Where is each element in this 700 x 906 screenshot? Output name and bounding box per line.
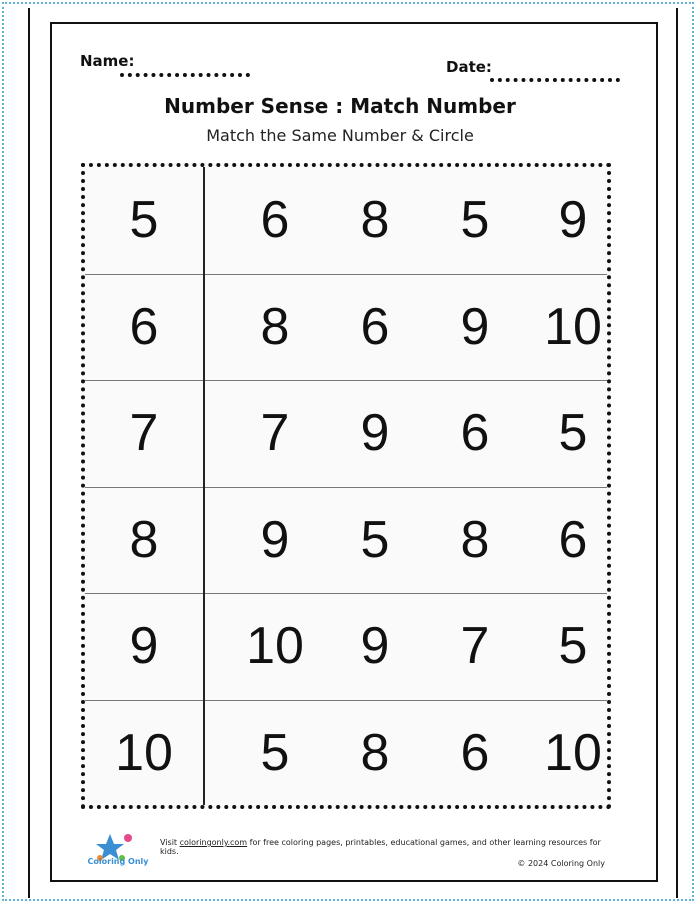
option-number[interactable]: 10	[544, 297, 602, 356]
option-number[interactable]: 6	[558, 510, 588, 569]
option-number[interactable]: 10	[544, 723, 602, 782]
footer-copyright: © 2024 Coloring Only	[517, 859, 605, 868]
footer-line-visit	[160, 838, 605, 856]
option-number[interactable]: 8	[360, 723, 390, 782]
grid-row	[85, 380, 607, 488]
footer-visit-prefix: Visit	[160, 838, 180, 847]
grid-row	[85, 593, 607, 701]
option-number[interactable]: 6	[460, 404, 490, 463]
option-number[interactable]: 9	[558, 191, 588, 250]
option-number[interactable]: 7	[460, 617, 490, 676]
footer	[160, 838, 605, 868]
target-number: 5	[129, 191, 159, 250]
grid-row	[85, 167, 607, 275]
option-number[interactable]: 8	[260, 297, 290, 356]
option-number[interactable]: 10	[246, 617, 304, 676]
grid-rows	[85, 167, 607, 805]
option-number[interactable]: 6	[260, 191, 290, 250]
option-number[interactable]: 5	[360, 510, 390, 569]
option-number[interactable]: 5	[558, 404, 588, 463]
name-field[interactable]	[120, 73, 250, 77]
grid-row	[85, 487, 607, 595]
target-number: 10	[115, 723, 173, 782]
worksheet-subtitle: Match the Same Number & Circle	[206, 126, 474, 145]
date-label: Date:	[446, 58, 492, 76]
option-number[interactable]: 9	[260, 510, 290, 569]
name-label: Name:	[80, 52, 135, 70]
option-number[interactable]: 8	[460, 510, 490, 569]
option-number[interactable]: 6	[360, 297, 390, 356]
option-number[interactable]: 9	[360, 617, 390, 676]
option-number[interactable]: 8	[360, 191, 390, 250]
target-number: 8	[129, 510, 159, 569]
target-number: 6	[129, 297, 159, 356]
option-number[interactable]: 9	[360, 404, 390, 463]
grid-row	[85, 700, 607, 807]
footer-visit-suffix: for free coloring pages, printables, educational games, and other learning resources for kids.	[160, 838, 601, 856]
target-number: 7	[129, 404, 159, 463]
worksheet-title: Number Sense : Match Number	[164, 94, 516, 118]
target-number: 9	[129, 617, 159, 676]
option-number[interactable]: 6	[460, 723, 490, 782]
option-number[interactable]: 5	[460, 191, 490, 250]
option-number[interactable]: 5	[558, 617, 588, 676]
option-number[interactable]: 7	[260, 404, 290, 463]
option-number[interactable]: 9	[460, 297, 490, 356]
option-number[interactable]: 5	[260, 723, 290, 782]
column-divider	[203, 167, 205, 805]
number-grid	[81, 163, 611, 809]
footer-link[interactable]: coloringonly.com	[179, 838, 248, 847]
logo-text: Coloring Only	[87, 857, 149, 866]
date-field[interactable]	[490, 78, 620, 82]
grid-row	[85, 274, 607, 382]
